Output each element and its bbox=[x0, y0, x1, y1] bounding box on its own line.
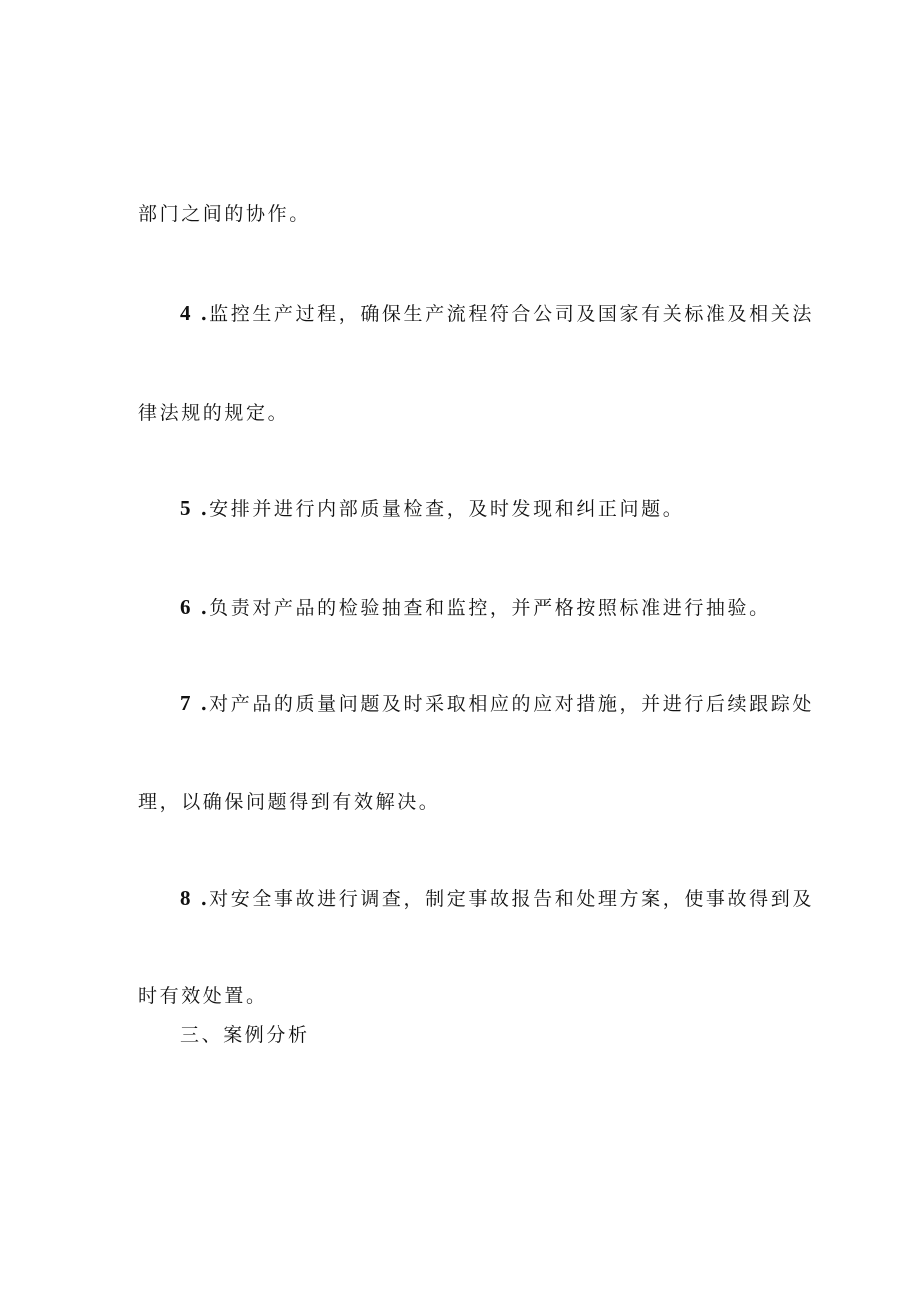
list-number: 7 bbox=[180, 691, 191, 715]
list-item-6 bbox=[180, 594, 771, 621]
paragraph-continuation bbox=[138, 789, 440, 815]
section-heading-text: 三、案例分析 bbox=[180, 1024, 310, 1046]
list-item-5 bbox=[180, 495, 684, 522]
line-text: 监控生产过程，确保生产流程符合公司及国家有关标准及相关法 bbox=[209, 303, 814, 325]
list-dot: . bbox=[200, 693, 208, 715]
list-dot: . bbox=[200, 597, 208, 619]
line-text: 时有效处置。 bbox=[138, 985, 268, 1007]
list-number: 5 bbox=[180, 496, 191, 520]
line-text: 安排并进行内部质量检查，及时发现和纠正问题。 bbox=[209, 498, 685, 520]
list-item-8 bbox=[180, 885, 814, 912]
list-dot: . bbox=[200, 888, 208, 910]
line-text: 对安全事故进行调查，制定事故报告和处理方案，使事故得到及 bbox=[209, 888, 814, 910]
line-text: 负责对产品的检验抽查和监控，并严格按照标准进行抽验。 bbox=[209, 597, 771, 619]
paragraph-continuation bbox=[138, 983, 268, 1009]
paragraph-continuation bbox=[138, 400, 289, 426]
line-text: 部门之间的协作。 bbox=[138, 203, 311, 225]
list-dot: . bbox=[200, 303, 208, 325]
list-number: 8 bbox=[180, 886, 191, 910]
line-text: 理，以确保问题得到有效解决。 bbox=[138, 791, 441, 813]
line-text: 律法规的规定。 bbox=[138, 402, 290, 424]
list-item-4 bbox=[180, 300, 814, 327]
list-dot: . bbox=[200, 498, 208, 520]
list-number: 6 bbox=[180, 595, 191, 619]
line-text: 对产品的质量问题及时采取相应的应对措施，并进行后续跟踪处 bbox=[209, 693, 814, 715]
list-number: 4 bbox=[180, 301, 191, 325]
paragraph-continuation bbox=[138, 201, 311, 227]
section-heading bbox=[180, 1022, 310, 1048]
list-item-7 bbox=[180, 690, 814, 717]
